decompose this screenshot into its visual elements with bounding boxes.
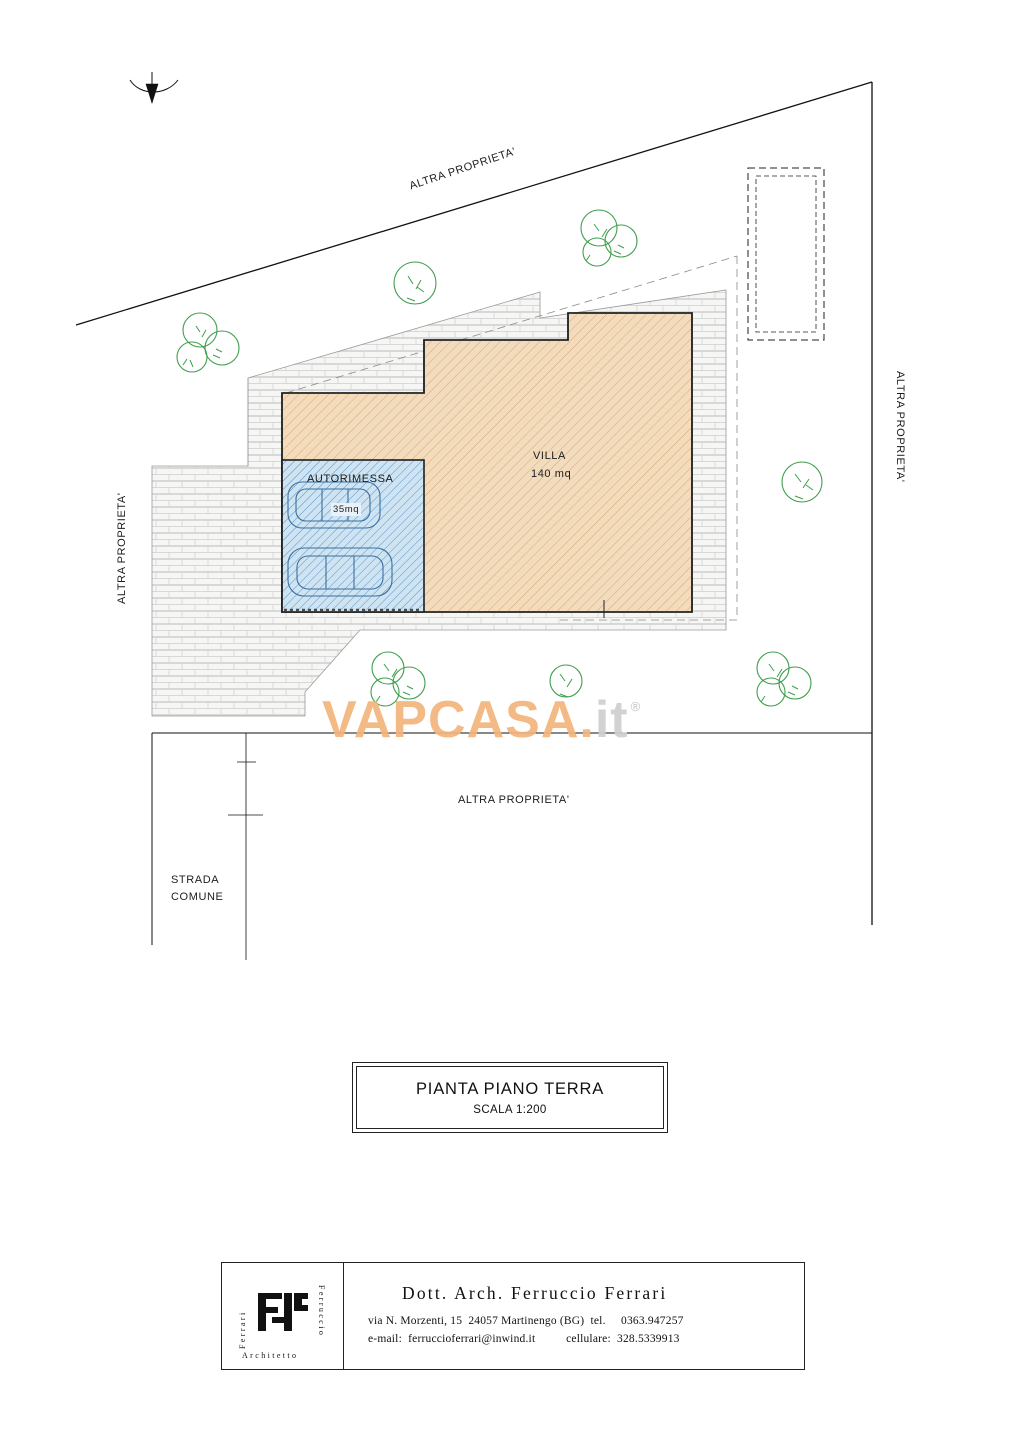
label-street-line1: STRADA xyxy=(171,874,220,886)
watermark-dot: . xyxy=(579,691,595,749)
watermark-registered: ® xyxy=(630,699,642,714)
stamp-logo xyxy=(222,1263,344,1369)
label-street-line2: COMUNE xyxy=(171,891,224,903)
watermark-main: VAPCASA xyxy=(322,691,580,749)
label-boundary-left: ALTRA PROPRIETA' xyxy=(116,492,128,604)
label-villa-name: VILLA xyxy=(533,450,566,462)
watermark xyxy=(322,690,642,750)
watermark-tld: it xyxy=(594,691,629,749)
architect-address: via N. Morzenti, 15 24057 Martinengo (BG) tel. 0363.947257 xyxy=(368,1315,684,1328)
label-boundary-bottom: ALTRA PROPRIETA' xyxy=(458,794,570,806)
stamp-logo-left: Ferrari xyxy=(238,1310,247,1349)
stamp-logo-bottom: Architetto xyxy=(242,1351,299,1360)
label-garage-name: AUTORIMESSA xyxy=(307,473,394,485)
drawing-scale: SCALA 1:200 xyxy=(473,1103,547,1116)
ferrari-logo-icon xyxy=(252,1279,314,1341)
architect-stamp xyxy=(221,1262,805,1370)
architect-contact: e-mail: ferruccioferrari@inwind.it cellulare: 328.5339913 xyxy=(368,1333,680,1345)
label-boundary-right: ALTRA PROPRIETA' xyxy=(894,371,906,483)
drawing-title-box xyxy=(352,1062,668,1133)
stamp-text-block xyxy=(344,1263,804,1369)
drawing-title: PIANTA PIANO TERRA xyxy=(416,1079,604,1098)
label-boundary-top: ALTRA PROPRIETA' xyxy=(408,145,518,193)
label-villa-area: 140 mq xyxy=(531,468,572,480)
architect-name: Dott. Arch. Ferruccio Ferrari xyxy=(402,1283,668,1304)
label-garage-area: 35mq xyxy=(333,504,360,515)
north-arrow-glyph xyxy=(130,72,178,103)
stamp-logo-right: Ferruccio xyxy=(317,1285,326,1338)
